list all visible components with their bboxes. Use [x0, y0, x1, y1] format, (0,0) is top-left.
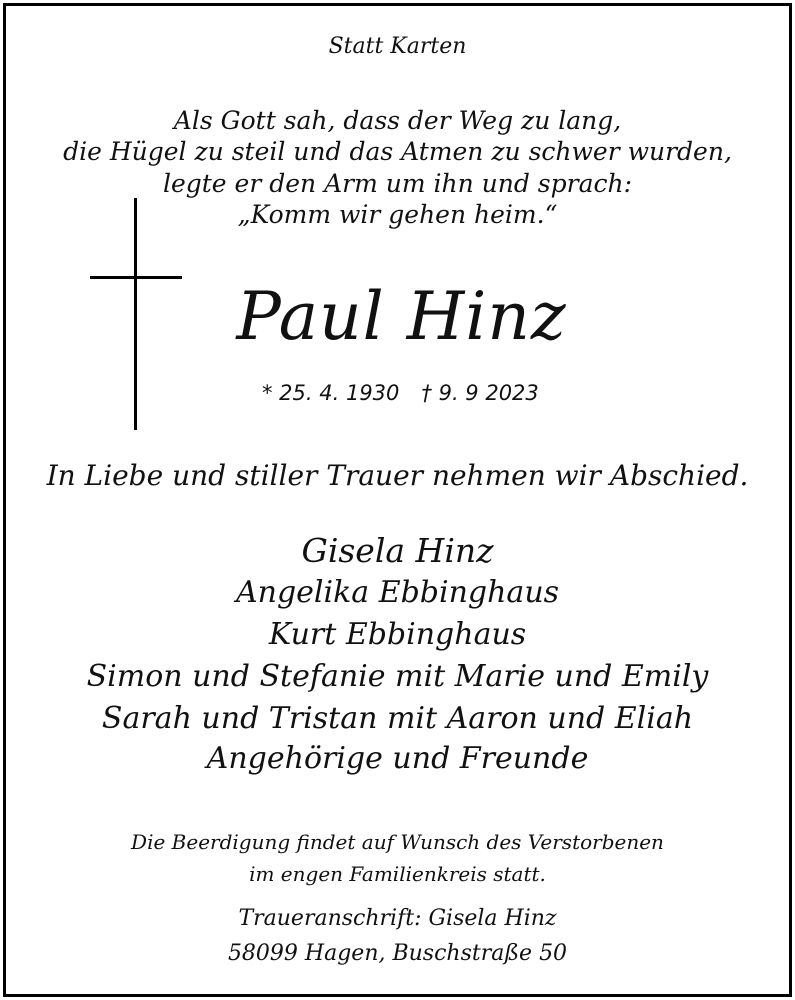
- life-dates: [262, 383, 539, 404]
- cross-horizontal-bar: [90, 276, 182, 279]
- mourner-3: Kurt Ebbinghaus: [268, 617, 527, 652]
- farewell-text: In Liebe und stiller Trauer nehmen wir Abschied.: [46, 459, 749, 492]
- mourner-2: Angelika Ebbinghaus: [235, 575, 560, 610]
- notice-heading: Statt Karten: [328, 34, 467, 59]
- poem-line-4: „Komm wir gehen heim.“: [237, 200, 558, 229]
- mourner-6: Angehörige und Freunde: [206, 741, 589, 776]
- deceased-name: Paul Hinz: [236, 278, 567, 355]
- mourner-4: Simon und Stefanie mit Marie und Emily: [86, 659, 709, 694]
- funeral-note-line-1: Die Beerdigung findet auf Wunsch des Verstorbenen: [131, 830, 664, 854]
- poem-line-1: Als Gott sah, dass der Weg zu lang,: [173, 106, 622, 135]
- funeral-note-line-2: im engen Familienkreis statt.: [249, 862, 546, 886]
- poem-line-2: die Hügel zu steil und das Atmen zu schwer wurden,: [63, 137, 732, 166]
- mourner-5: Sarah und Tristan mit Aaron und Eliah: [101, 701, 694, 736]
- mourner-1: Gisela Hinz: [301, 531, 494, 570]
- poem-line-3: legte er den Arm um ihn und sprach:: [162, 169, 633, 198]
- address-line-2: 58099 Hagen, Buschstraße 50: [227, 941, 568, 966]
- address-line-1: Traueranschrift: Gisela Hinz: [238, 906, 557, 931]
- birth-date: * 25. 4. 1930: [262, 381, 400, 405]
- death-date: † 9. 9 2023: [421, 381, 539, 405]
